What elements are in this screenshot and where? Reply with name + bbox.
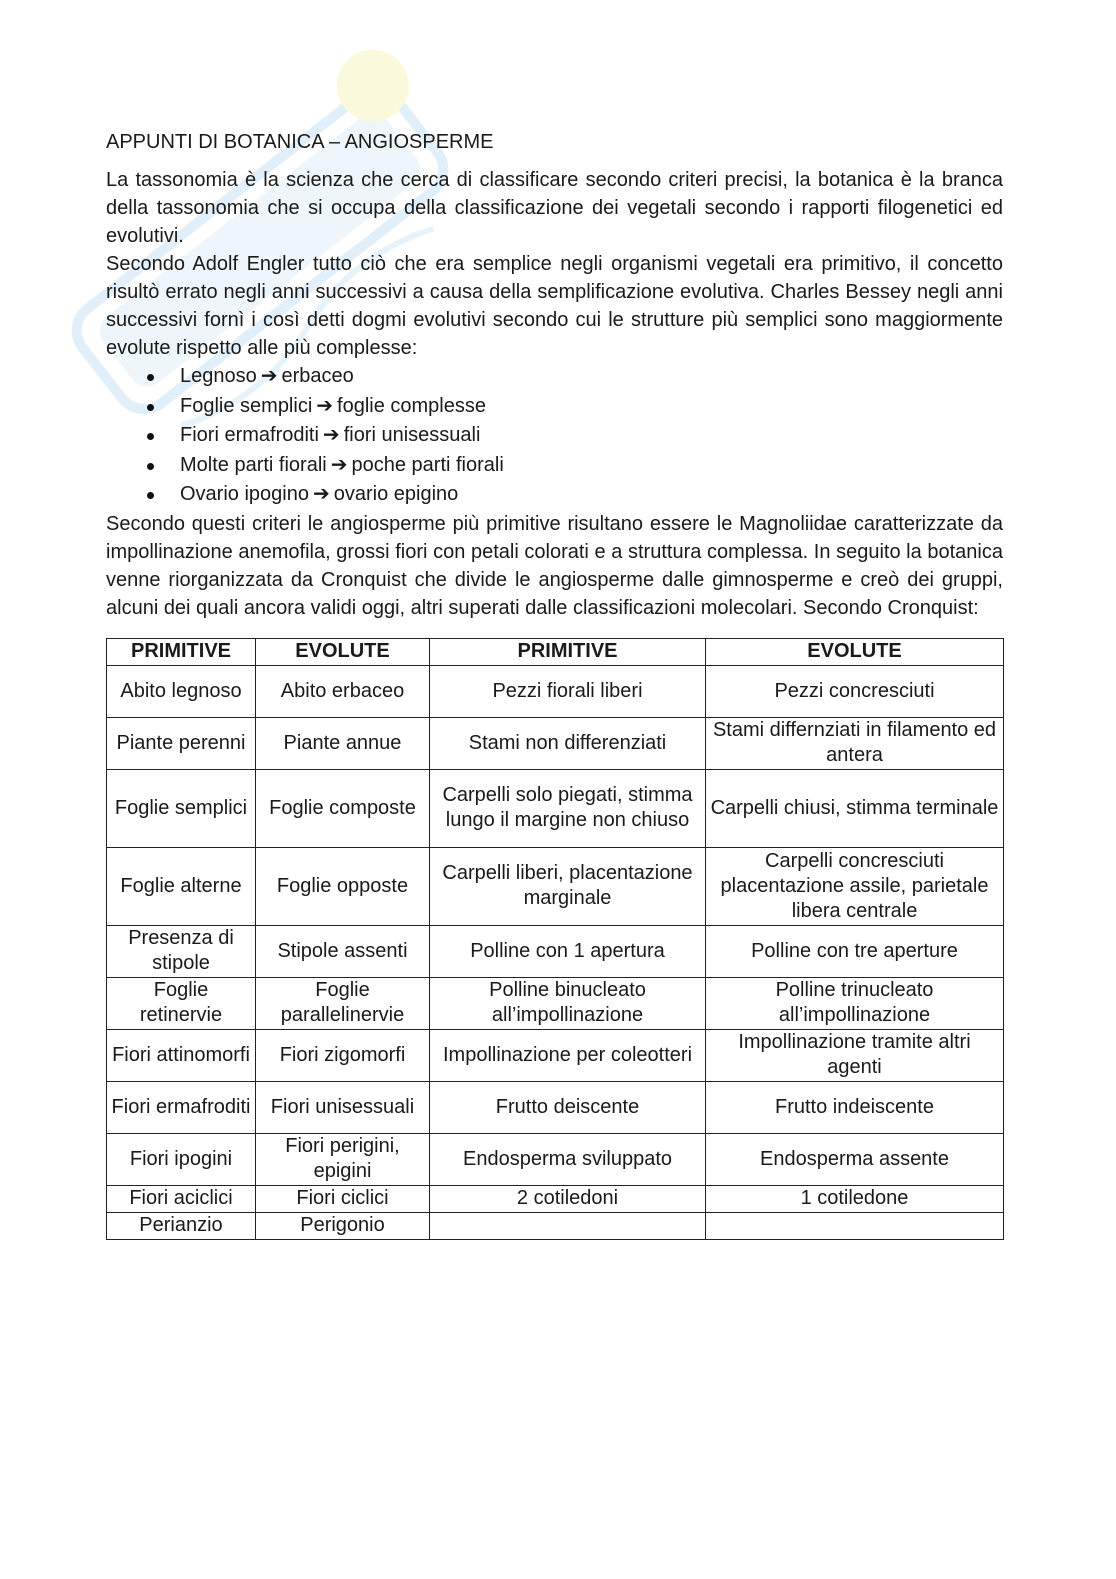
arrow-right-icon: ➔ xyxy=(330,453,348,476)
table-row xyxy=(107,977,1004,1029)
table-cell: Perigonio xyxy=(256,1212,430,1239)
column-header: PRIMITIVE xyxy=(430,638,706,665)
table-cell: Pezzi concresciuti xyxy=(706,665,1004,717)
document-page xyxy=(106,128,1003,1240)
table-cell: Stami differnziati in filamento ed antera xyxy=(706,717,1004,769)
table-cell: Fiori aciclici xyxy=(107,1185,256,1212)
table-cell: 2 cotiledoni xyxy=(430,1185,706,1212)
table-cell: Foglie semplici xyxy=(107,769,256,847)
bullet-icon xyxy=(147,463,154,470)
arrow-right-icon: ➔ xyxy=(316,394,334,417)
intro-paragraph: La tassonomia è la scienza che cerca di classificare secondo criteri precisi, la botanica è la branca della tassonomia che si occupa della classificazione dei vegetali secondo i rapporti filogenetici ed evolutivi. xyxy=(106,169,1003,247)
table-row xyxy=(107,1133,1004,1185)
table-row xyxy=(107,1081,1004,1133)
list-item: Foglie semplici ➔ foglie complesse xyxy=(180,392,1003,422)
table-cell: Endosperma sviluppato xyxy=(430,1133,706,1185)
table-cell: Carpelli concresciuti placentazione assile, parietale libera centrale xyxy=(706,847,1004,925)
table-row xyxy=(107,1029,1004,1081)
table-cell: Foglie retinervie xyxy=(107,977,256,1029)
table-cell xyxy=(430,1212,706,1239)
document-title: APPUNTI DI BOTANICA – ANGIOSPERME xyxy=(106,131,494,153)
table-cell: Stami non differenziati xyxy=(430,717,706,769)
table-cell: Foglie opposte xyxy=(256,847,430,925)
table-cell: Presenza di stipole xyxy=(107,925,256,977)
cronquist-comparison-table xyxy=(106,638,1004,1240)
table-cell: Pezzi fiorali liberi xyxy=(430,665,706,717)
table-cell: Fiori zigomorfi xyxy=(256,1029,430,1081)
table-row xyxy=(107,1185,1004,1212)
table-cell: Fiori unisessuali xyxy=(256,1081,430,1133)
table-cell: Carpelli chiusi, stimma terminale xyxy=(706,769,1004,847)
engler-paragraph: Secondo Adolf Engler tutto ciò che era semplice negli organismi vegetali era primitivo, il concetto risultò errato negli anni successivi a causa della semplificazione evolutiva. Charles Bessey negli anni successivi fornì i così detti dogmi evolutivi secondo cui le strutture più semplici sono maggiormente evolute rispetto alle più complesse: xyxy=(106,253,1003,359)
table-cell: Polline con 1 apertura xyxy=(430,925,706,977)
table-row xyxy=(107,665,1004,717)
column-header: EVOLUTE xyxy=(706,638,1004,665)
table-cell: Foglie parallelinervie xyxy=(256,977,430,1029)
table-cell: Foglie alterne xyxy=(107,847,256,925)
table-row xyxy=(107,847,1004,925)
table-cell: Foglie composte xyxy=(256,769,430,847)
table-cell: Carpelli solo piegati, stimma lungo il margine non chiuso xyxy=(430,769,706,847)
table-cell: Impollinazione tramite altri agenti xyxy=(706,1029,1004,1081)
bullet-icon xyxy=(147,404,154,411)
table-cell: Fiori ciclici xyxy=(256,1185,430,1212)
cronquist-paragraph: Secondo questi criteri le angiosperme più primitive risultano essere le Magnoliidae caratterizzate da impollinazione anemofila, grossi fiori con petali colorati e a struttura complessa. In seguito la botanica venne riorganizzata da Cronquist che divide le angiosperme dalle gimnosperme e creò dei gruppi, alcuni dei quali ancora validi oggi, altri superati dalle classificazioni molecolari. Secondo Cronquist: xyxy=(106,512,1003,619)
arrow-right-icon: ➔ xyxy=(312,483,330,505)
table-row xyxy=(107,925,1004,977)
arrow-right-icon: ➔ xyxy=(322,424,340,446)
table-row xyxy=(107,1212,1004,1239)
arrow-right-icon: ➔ xyxy=(260,365,278,387)
table-cell: Abito erbaceo xyxy=(256,665,430,717)
table-row xyxy=(107,769,1004,847)
table-cell: Carpelli liberi, placentazione marginale xyxy=(430,847,706,925)
table-cell: Frutto indeiscente xyxy=(706,1081,1004,1133)
list-item: Fiori ermafroditi ➔ fiori unisessuali xyxy=(180,421,1003,451)
list-item: Legnoso ➔ erbaceo xyxy=(180,362,1003,392)
column-header: EVOLUTE xyxy=(256,638,430,665)
table-cell xyxy=(706,1212,1004,1239)
table-cell: Piante annue xyxy=(256,717,430,769)
table-cell: Polline trinucleato all’impollinazione xyxy=(706,977,1004,1029)
table-row xyxy=(107,717,1004,769)
table-cell: Fiori perigini, epigini xyxy=(256,1133,430,1185)
table-cell: Fiori attinomorfi xyxy=(107,1029,256,1081)
table-cell: Abito legnoso xyxy=(107,665,256,717)
table-cell: Polline con tre aperture xyxy=(706,925,1004,977)
evolutionary-dogmas-list xyxy=(106,362,1003,510)
table-cell: Polline binucleato all’impollinazione xyxy=(430,977,706,1029)
table-cell: Impollinazione per coleotteri xyxy=(430,1029,706,1081)
table-cell: Perianzio xyxy=(107,1212,256,1239)
bullet-icon xyxy=(147,374,154,381)
list-item: Ovario ipogino ➔ ovario epigino xyxy=(180,480,1003,510)
list-item: Molte parti fiorali ➔ poche parti fiorali xyxy=(180,451,1003,481)
bullet-icon xyxy=(147,492,154,499)
column-header: PRIMITIVE xyxy=(107,638,256,665)
table-cell: Piante perenni xyxy=(107,717,256,769)
table-cell: Stipole assenti xyxy=(256,925,430,977)
table-cell: 1 cotiledone xyxy=(706,1185,1004,1212)
table-cell: Fiori ipogini xyxy=(107,1133,256,1185)
table-header-row xyxy=(107,638,1004,665)
table-cell: Endosperma assente xyxy=(706,1133,1004,1185)
table-cell: Fiori ermafroditi xyxy=(107,1081,256,1133)
bullet-icon xyxy=(147,433,154,440)
table-cell: Frutto deiscente xyxy=(430,1081,706,1133)
